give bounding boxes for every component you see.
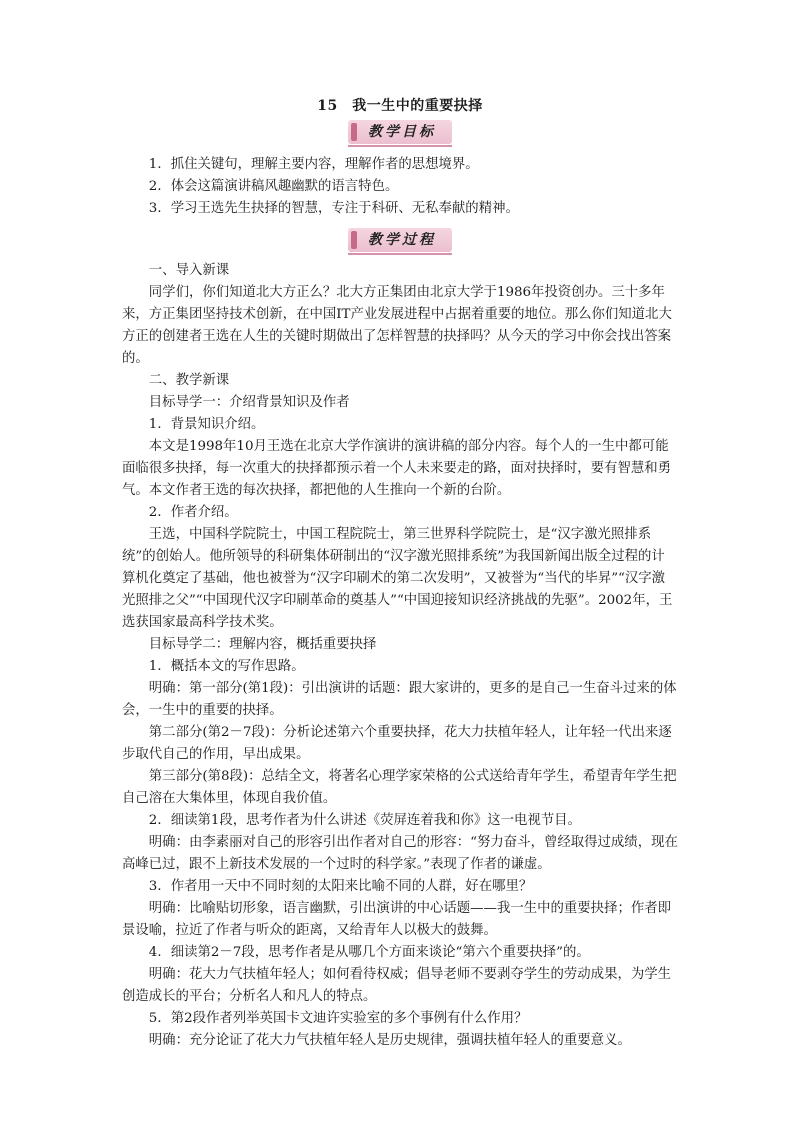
body-paragraph: 1．概括本文的写作思路。 [148,659,305,674]
lesson-title: 15 我一生中的重要抉择 [317,98,483,114]
body-paragraph: 王选，中国科学院院士，中国工程院院士，第三世界科学院院士，是“汉字激光照排系统”的创始人。他所领导的科研集体研制出的“汉字激光照排系统”为我国新闻出版全过程的计算机化奠定了基础，他也被誉为“汉字印刷术的第二次发明”，又被誉为“当代的毕昇”“汉字激光照排之父”“中国现代汉字印刷革命的奠基人”“中国迎接知识经济挑战的先驱”。2002年，王选获国家最高科学技术奖。 [122,527,673,630]
body-paragraph: 1．背景知识介绍。 [148,417,265,432]
body-paragraph: 第二部分(第2－7段)：分析论述第六个重要抉择，花大力扶植年轻人，让年轻一代出来逐步取代自己的作用，早出成果。 [122,725,672,762]
body-paragraph: 目标导学二：理解内容，概括重要抉择 [148,637,377,652]
body-paragraph: 目标导学一：介绍背景知识及作者 [148,395,350,410]
body-paragraph: 明确：由李素丽对自己的形容引出作者对自己的形容：“努力奋斗，曾经取得过成绩，现在高峰已过，跟不上新技术发展的一个过时的科学家。”表现了作者的谦虚。 [122,835,678,872]
body-paragraph: 3．作者用一天中不同时刻的太阳来比喻不同的人群，好在哪里？ [148,879,533,894]
goals-banner: 教学目标 [348,120,452,144]
process-body [122,260,678,1052]
body-paragraph: 同学们，你们知道北大方正么？北大方正集团由北京大学于1986年投资创办。三十多年来，方正集团坚持技术创新，在中国IT产业发展进程中占据着重要的地位。那么你们知道北大方正的创建者王选在人生的关键时期做出了怎样智慧的抉择吗？从今天的学习中你会找出答案的。 [122,285,672,366]
body-paragraph: 第三部分(第8段)：总结全文，将著名心理学家荣格的公式送给青年学生，希望青年学生把自己溶在大集体里，体现自我价值。 [122,769,677,806]
body-paragraph: 明确：充分论证了花大力气扶植年轻人是历史规律，强调扶植年轻人的重要意义。 [148,1033,631,1048]
goal-item: 1．抓住关键句，理解主要内容，理解作者的思想境界。 [148,157,479,172]
body-paragraph: 2．细读第1段，思考作者为什么讲述《荧屏连着我和你》这一电视节目。 [148,813,581,828]
body-paragraph: 本文是1998年10月王选在北京大学作演讲的演讲稿的部分内容。每个人的一生中都可能面临很多抉择，每一次重大的抉择都预示着一个人未来要走的路，面对抉择时，要有智慧和勇气。本文作者王选的每次抉择，都把他的人生推向一个新的台阶。 [122,439,672,498]
body-paragraph: 明确：第一部分(第1段)：引出演讲的话题：跟大家讲的，更多的是自己一生奋斗过来的体会，一生中的重要的抉择。 [122,681,677,718]
body-paragraph: 一、导入新课 [148,263,230,278]
goal-item: 3．学习王选先生抉择的智慧，专注于科研、无私奉献的精神。 [148,201,519,216]
body-paragraph: 2．作者介绍。 [148,505,238,520]
process-banner-wrap [122,226,678,252]
body-paragraph: 明确：花大力气扶植年轻人；如何看待权威；倡导老师不要剥夺学生的劳动成果，为学生创造成长的平台；分析名人和凡人的特点。 [122,967,672,1004]
document-page [122,96,678,1052]
body-paragraph: 明确：比喻贴切形象，语言幽默，引出演讲的中心话题——我一生中的重要抉择；作者即景设喻，拉近了作者与听众的距离，又给青年人以极大的鼓舞。 [122,901,672,938]
process-banner: 教学过程 [348,228,452,252]
body-paragraph: 二、教学新课 [148,373,230,388]
body-paragraph: 5．第2段作者列举英国卡文迪许实验室的多个事例有什么作用？ [148,1011,528,1026]
goal-item: 2．体会这篇演讲稿风趣幽默的语言特色。 [148,179,399,194]
body-paragraph: 4．细读第2－7段，思考作者是从哪几个方面来谈论“第六个重要抉择”的。 [148,945,590,960]
goals-list [122,154,678,220]
goals-banner-wrap [122,120,678,146]
